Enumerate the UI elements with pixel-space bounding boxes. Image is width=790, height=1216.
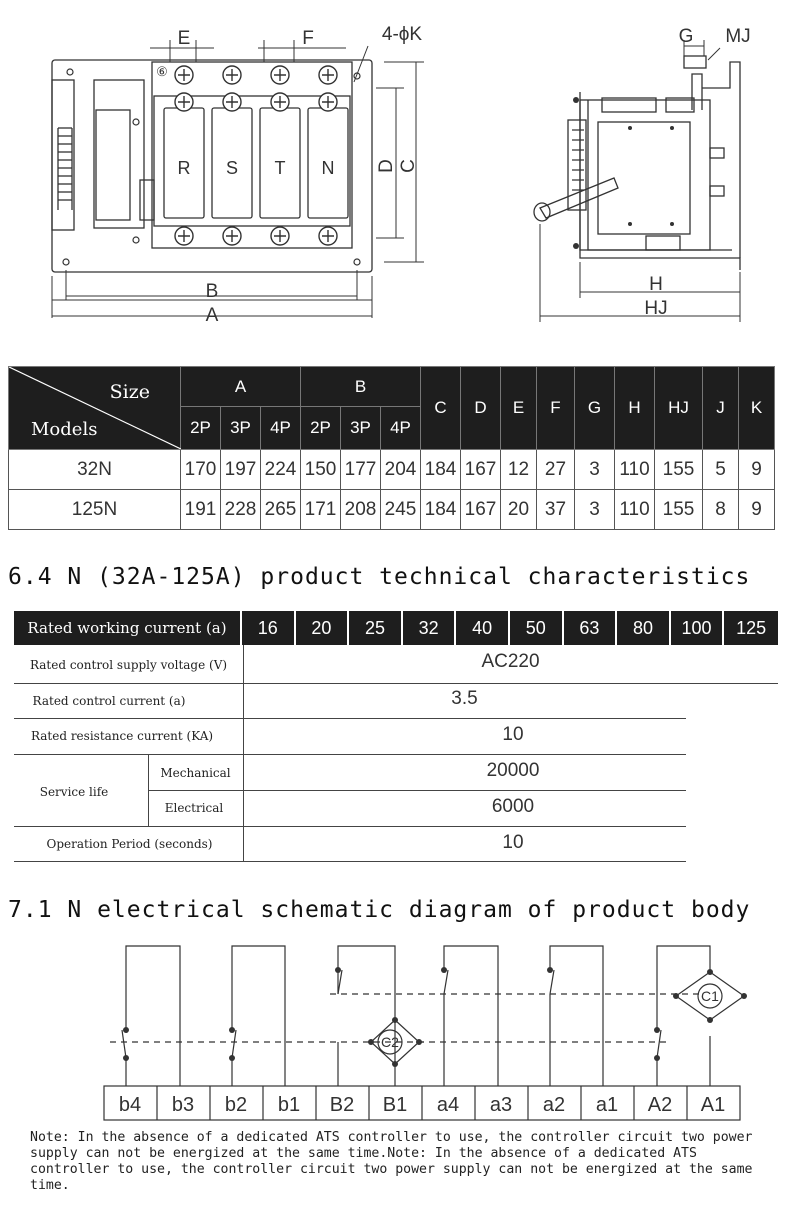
table-cell: 12 bbox=[501, 450, 537, 490]
label-hj: HJ bbox=[644, 298, 668, 319]
row-label: Rated resistance current (KA) bbox=[30, 729, 214, 743]
table-cell: 20 bbox=[501, 490, 537, 530]
header-hj: HJ bbox=[655, 367, 703, 450]
terminal-label: B2 bbox=[329, 1094, 355, 1116]
phase-t: T bbox=[274, 158, 286, 178]
label-c: C bbox=[398, 159, 419, 173]
table-cell: 110 bbox=[615, 490, 655, 530]
row-divider bbox=[148, 790, 686, 791]
current-header: 125 bbox=[724, 611, 778, 645]
row-value: AC220 bbox=[481, 651, 540, 672]
table-cell: 167 bbox=[461, 450, 501, 490]
table-cell: 155 bbox=[655, 450, 703, 490]
terminal-label: A2 bbox=[647, 1094, 673, 1116]
table-cell: 167 bbox=[461, 490, 501, 530]
sub-header: 3P bbox=[221, 407, 261, 450]
corner-size: Size bbox=[109, 381, 150, 403]
current-header: 40 bbox=[456, 611, 510, 645]
current-header: 16 bbox=[242, 611, 296, 645]
current-header: 50 bbox=[510, 611, 564, 645]
table-cell: 9 bbox=[739, 490, 775, 530]
table-cell: 171 bbox=[301, 490, 341, 530]
label-f: F bbox=[302, 28, 314, 49]
header-e: E bbox=[501, 367, 537, 450]
row-divider bbox=[14, 683, 778, 684]
row-divider bbox=[14, 861, 686, 862]
row-label: Operation Period (seconds) bbox=[46, 837, 213, 851]
header-g: G bbox=[575, 367, 615, 450]
tech-heading: 6.4 N (32A-125A) product technical characteristics bbox=[8, 564, 751, 590]
label-num6: ⑥ bbox=[156, 64, 168, 79]
table-cell: 184 bbox=[421, 490, 461, 530]
current-header: 100 bbox=[671, 611, 725, 645]
terminal-label: A1 bbox=[700, 1094, 726, 1116]
table-cell: 110 bbox=[615, 450, 655, 490]
column-divider bbox=[148, 754, 149, 826]
terminal-label: b1 bbox=[277, 1094, 301, 1116]
phase-s: S bbox=[225, 158, 239, 178]
row-divider bbox=[14, 826, 686, 827]
label-b: B bbox=[205, 281, 219, 302]
row-value: 10 bbox=[502, 724, 524, 745]
header-h: H bbox=[615, 367, 655, 450]
model-cell: 125N bbox=[9, 490, 181, 530]
current-header: 63 bbox=[564, 611, 618, 645]
header-j: J bbox=[703, 367, 739, 450]
header-c: C bbox=[421, 367, 461, 450]
sub-header: 2P bbox=[301, 407, 341, 450]
row-sub-label: Electrical bbox=[164, 801, 224, 815]
terminal-label: a2 bbox=[542, 1094, 566, 1116]
table-cell: 204 bbox=[381, 450, 421, 490]
table-cell: 245 bbox=[381, 490, 421, 530]
label-mj: MJ bbox=[725, 26, 751, 47]
label-g: G bbox=[678, 26, 694, 47]
header-group-b: B bbox=[301, 367, 421, 407]
terminal-label: b3 bbox=[171, 1094, 195, 1116]
row-value: 20000 bbox=[486, 760, 540, 781]
header-d: D bbox=[461, 367, 501, 450]
corner-header bbox=[9, 367, 181, 450]
table-cell: 37 bbox=[537, 490, 575, 530]
label-d: D bbox=[376, 159, 397, 173]
header-f: F bbox=[537, 367, 575, 450]
sub-header: 2P bbox=[181, 407, 221, 450]
table-cell: 224 bbox=[261, 450, 301, 490]
footnote: Note: In the absence of a dedicated ATS controller to use, the controller circuit two power supply can not be energized at the same time.Note: In the absence of a dedicated ATS controller to use, the controller circuit two power supply can not be energized at the same time. bbox=[30, 1130, 753, 1193]
table-cell: 228 bbox=[221, 490, 261, 530]
current-header: 80 bbox=[617, 611, 671, 645]
left-ribs bbox=[58, 128, 72, 210]
table-cell: 177 bbox=[341, 450, 381, 490]
current-header: 25 bbox=[349, 611, 403, 645]
terminal-label: b4 bbox=[118, 1094, 142, 1116]
current-header: 32 bbox=[403, 611, 457, 645]
table-row bbox=[9, 450, 775, 490]
coil-c1-label: C1 bbox=[701, 988, 719, 1004]
sub-header: 4P bbox=[381, 407, 421, 450]
table-cell: 27 bbox=[537, 450, 575, 490]
terminal-label: B1 bbox=[382, 1094, 408, 1116]
phase-r: R bbox=[177, 158, 191, 178]
row-label: Service life bbox=[39, 785, 109, 799]
coil-c2-label: C2 bbox=[381, 1034, 399, 1050]
side-view-drawing bbox=[520, 0, 790, 340]
model-cell: 32N bbox=[9, 450, 181, 490]
table-cell: 5 bbox=[703, 450, 739, 490]
label-e: E bbox=[177, 28, 191, 49]
current-header: 20 bbox=[296, 611, 350, 645]
table-cell: 265 bbox=[261, 490, 301, 530]
tech-table-header bbox=[14, 611, 778, 645]
sub-header: 4P bbox=[261, 407, 301, 450]
row-value: 10 bbox=[502, 832, 524, 853]
table-cell: 8 bbox=[703, 490, 739, 530]
phase-n: N bbox=[321, 158, 335, 178]
schematic-heading: 7.1 N electrical schematic diagram of product body bbox=[8, 897, 751, 923]
dimensions-table bbox=[8, 366, 775, 530]
terminal-label: a4 bbox=[436, 1094, 460, 1116]
schematic-diagram bbox=[0, 930, 790, 1126]
label-hole: 4-ϕK bbox=[381, 24, 423, 45]
table-row bbox=[9, 490, 775, 530]
row-value: 6000 bbox=[491, 796, 535, 817]
table-cell: 208 bbox=[341, 490, 381, 530]
row-value: 3.5 bbox=[451, 688, 478, 709]
row-divider bbox=[14, 754, 686, 755]
front-view-drawing bbox=[0, 0, 450, 340]
table-cell: 184 bbox=[421, 450, 461, 490]
tech-header-label: Rated working current (a) bbox=[14, 611, 242, 645]
label-h: H bbox=[649, 274, 663, 295]
terminal-label: a1 bbox=[595, 1094, 619, 1116]
table-cell: 3 bbox=[575, 450, 615, 490]
terminal-label: b2 bbox=[224, 1094, 248, 1116]
sub-header: 3P bbox=[341, 407, 381, 450]
column-divider bbox=[243, 645, 244, 861]
row-sub-label: Mechanical bbox=[160, 766, 231, 780]
table-cell: 150 bbox=[301, 450, 341, 490]
terminal-label: a3 bbox=[489, 1094, 513, 1116]
header-group-a: A bbox=[181, 367, 301, 407]
header-k: K bbox=[739, 367, 775, 450]
label-a: A bbox=[205, 305, 219, 326]
table-cell: 3 bbox=[575, 490, 615, 530]
row-label: Rated control supply voltage (V) bbox=[29, 658, 228, 672]
table-cell: 170 bbox=[181, 450, 221, 490]
table-cell: 9 bbox=[739, 450, 775, 490]
table-cell: 191 bbox=[181, 490, 221, 530]
table-cell: 197 bbox=[221, 450, 261, 490]
row-divider bbox=[14, 718, 686, 719]
row-label: Rated control current (a) bbox=[32, 694, 186, 708]
table-cell: 155 bbox=[655, 490, 703, 530]
corner-models: Models bbox=[31, 419, 98, 440]
